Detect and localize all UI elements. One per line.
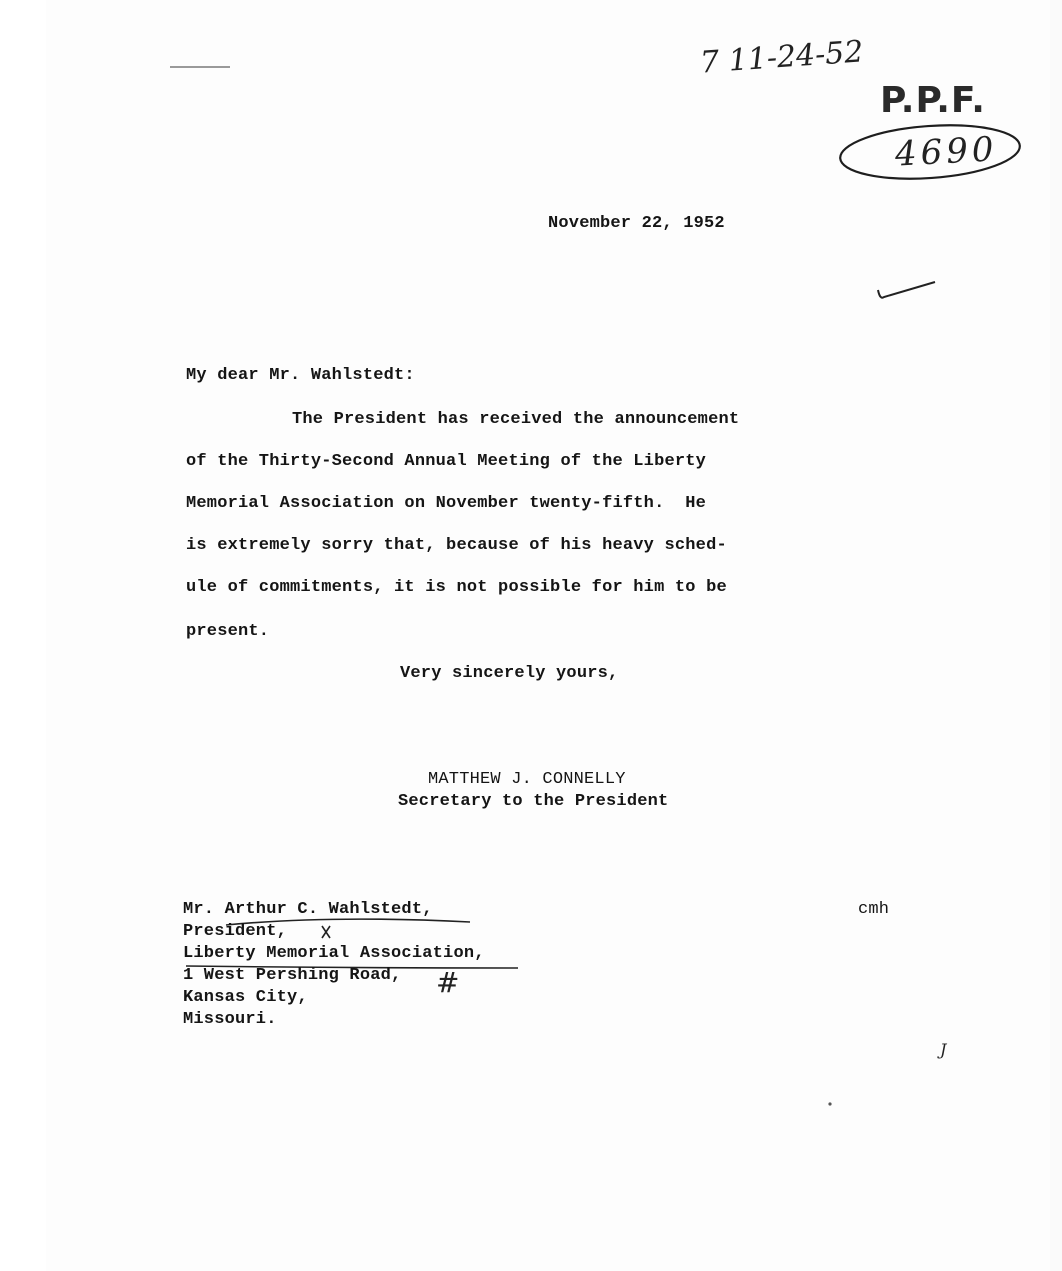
recipient-line-1: Mr. Arthur C. Wahlstedt,: [183, 900, 433, 919]
body-line-4: is extremely sorry that, because of his heavy sched-: [186, 536, 727, 555]
recipient-line-3: Liberty Memorial Association,: [183, 944, 485, 963]
address-hash-mark: #: [436, 966, 460, 999]
recipient-line-6: Missouri.: [183, 1010, 277, 1029]
ppf-stamp: P.P.F.: [880, 80, 986, 121]
body-line-6: present.: [186, 622, 270, 641]
signer-name: MATTHEW J. CONNELLY: [428, 770, 626, 789]
letter-date: November 22, 1952: [548, 214, 725, 233]
body-line-5: ule of commitments, it is not possible for him to be: [186, 578, 727, 597]
corner-mark: J: [940, 1040, 947, 1059]
body-line-2: of the Thirty-Second Annual Meeting of the Liberty: [186, 452, 707, 471]
recipient-line-4: 1 West Pershing Road,: [183, 966, 402, 985]
salutation: My dear Mr. Wahlstedt:: [186, 366, 415, 385]
body-line-3: Memorial Association on November twenty-fifth. He: [186, 494, 707, 513]
x-mark-icon: [322, 926, 330, 938]
speck: [828, 1102, 831, 1105]
checkmark-icon: [878, 282, 935, 298]
recipient-line-2: President,: [183, 922, 288, 941]
body-line-1: The President has received the announcement: [292, 410, 740, 429]
file-number: 4690: [894, 129, 999, 175]
signer-title: Secretary to the President: [398, 792, 669, 811]
recipient-line-5: Kansas City,: [183, 988, 308, 1007]
handwritten-date: 7 11-24-52: [698, 34, 865, 81]
closing: Very sincerely yours,: [400, 664, 619, 683]
typist-initials: cmh: [858, 900, 890, 919]
